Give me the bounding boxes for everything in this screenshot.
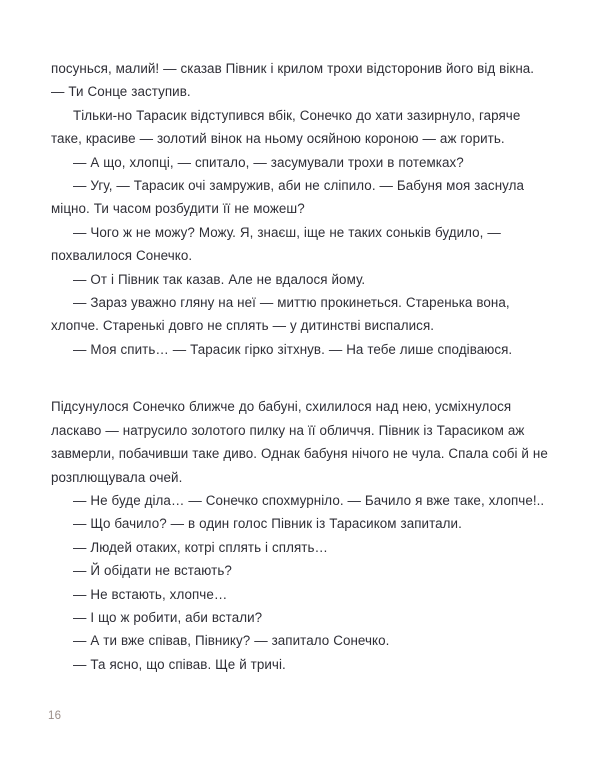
dialogue-line: — І що ж робити, аби встали? — [73, 609, 263, 625]
text-column — [51, 57, 552, 676]
dialogue-line: — А ти вже співав, Півнику? — запитало Сонечко. — [73, 633, 390, 649]
dialogue-line: — От і Півник так казав. Але не вдалося йому. — [73, 271, 366, 287]
dialogue-line: — Моя спить… — Тарасик гірко зітхнув. — На тебе лише сподіваюся. — [73, 341, 513, 357]
page-number: 16 — [48, 710, 62, 722]
dialogue-line: — Чого ж не можу? Можу. Я, знаєш, іще не таких соньків будило, — похвалилося Сонечко. — [51, 224, 505, 264]
dialogue-line: — Що бачило? — в один голос Півник із Тарасиком запитали. — [73, 516, 462, 532]
block-separator — [51, 361, 548, 395]
dialogue-line: — Зараз уважно гляну на неї — миттю прокинеться. Старенька вона, хлопче. Старенькі довго не сплять — у дитинстві виспалися. — [51, 295, 514, 334]
dialogue-line: — Й обідати не встають? — [73, 563, 232, 579]
dialogue-line: — Угу, — Тарасик очі замружив, аби не сліпило. — Бабуня моя заснула міцно. Ти часом розбудити її не можеш? — [51, 178, 528, 217]
dialogue-line: — Не буде діла… — Сонечко спохмурніло. — Бачило я вже таке, хлопче!.. — [73, 492, 545, 508]
dialogue-line: — А що, хлопці, — спитало, — засумували трохи в потемках? — [73, 154, 464, 170]
paragraph-block-one — [51, 57, 548, 361]
dialogue-line: — Не встають, хлопче… — [73, 586, 228, 602]
paragraph: посунься, малий! — сказав Півник і крилом трохи відсторонив його від вікна. — Ти Сонце заступив. — [51, 61, 539, 100]
paragraph: Підсунулося Сонечко ближче до бабуні, схилилося над нею, усміхнулося ласкаво — натрусило золотого пилку на її обличчя. Півник із Тарасиком аж завмерли, побачивши таке диво. Однак бабуня нічого не чула. Спала собі й не розплющувала очей. — [51, 399, 552, 485]
paragraph-block-two — [51, 395, 552, 676]
paragraph: Тільки-но Тарасик відступився вбік, Сонечко до хати зазирнуло, гаряче таке, красиве — золотий вінок на ньому осяйною короною — аж горить. — [51, 107, 525, 147]
dialogue-line: — Та ясно, що співав. Ще й тричі. — [73, 656, 286, 672]
dialogue-line: — Людей отаких, котрі сплять і сплять… — [73, 539, 328, 555]
